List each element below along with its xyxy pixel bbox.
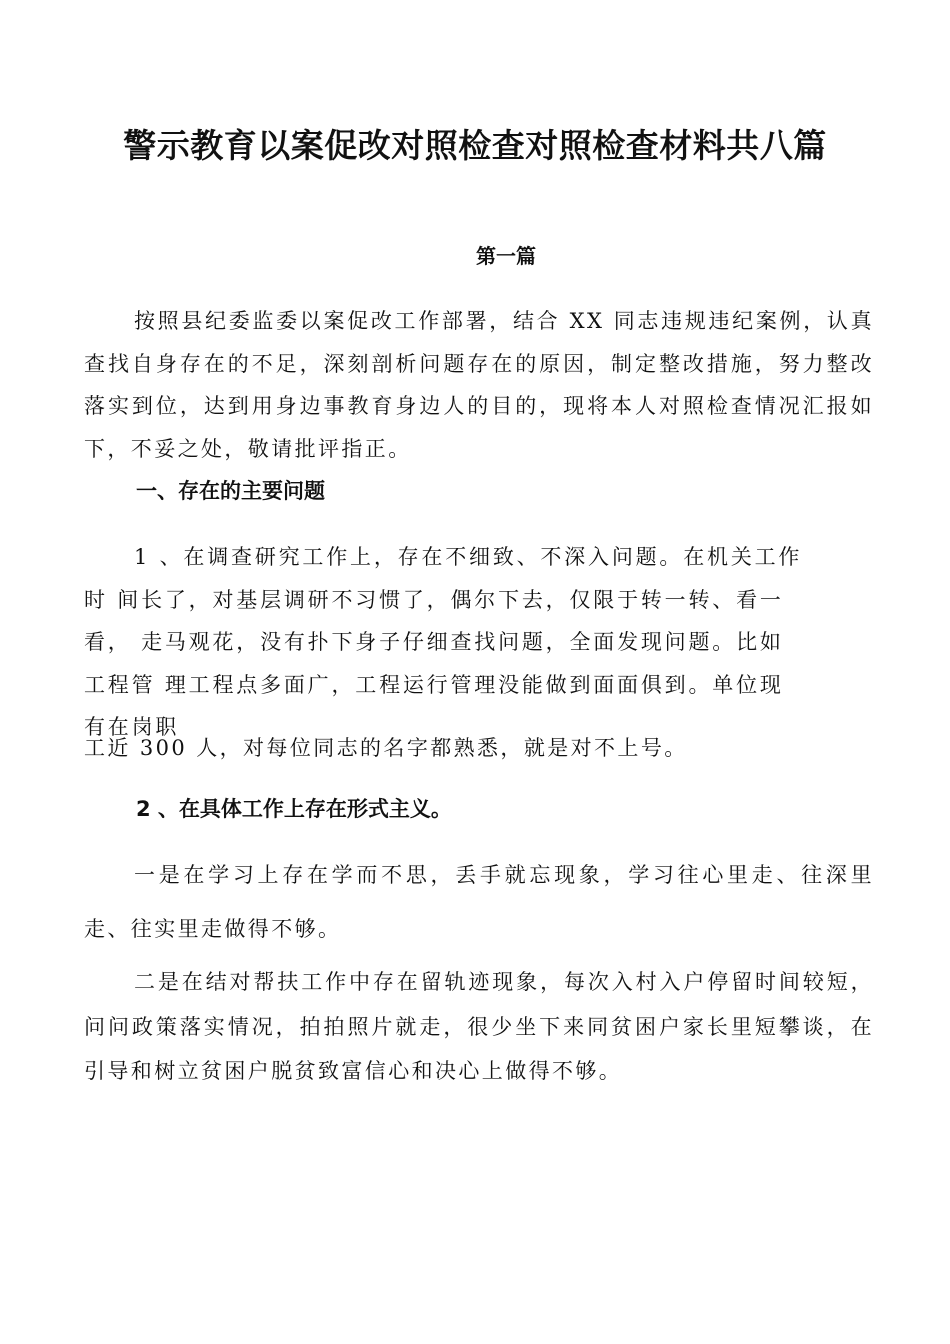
item2-point1-paragraph: 一是在学习上存在学而不思，丢手就忘现象，学习往心里走、往深里走、往实里走做得不够。 xyxy=(84,863,874,941)
intro-paragraph: 按照县纪委监委以案促改工作部署，结合 XX 同志违规违纪案例，认真查找自身存在的不足，深刻剖析问题存在的原因，制定整改措施，努力整改落实到位，达到用身边事教育身边人的目的，现将本人对照检查情况汇报如下，不妥之处，敬请批评指正。 xyxy=(84,309,874,461)
document-title: 警示教育以案促改对照检查对照检查材料共八篇 xyxy=(123,126,827,165)
item2-point2-paragraph: 二是在结对帮扶工作中存在留轨迹现象，每次入村入户停留时间较短，问问政策落实情况，拍拍照片就走，很少坐下来同贫困户家长里短攀谈，在引导和树立贫困户脱贫致富信心和决心上做得不够。 xyxy=(84,970,874,1083)
part-title: 第一篇 xyxy=(476,244,536,268)
item2-heading: 2 、在具体工作上存在形式主义。 xyxy=(136,797,452,821)
item1-paragraph: 1 、在调查研究工作上，存在不细致、不深入问题。在机关工作 时 间长了，对基层调研不习惯了，偶尔下去，仅限于转一转、看一 看， 走马观花，没有扑下身子仔细查找问题，全面发现问题。比如 工程管 理工程点多面广，工程运行管理没能做到面面俱到。单位现 有在岗职 xyxy=(84,545,803,739)
item1-tail-paragraph: 工近 300 人，对每位同志的名字都熟悉，就是对不上号。 xyxy=(84,736,688,760)
section-heading: 一、存在的主要问题 xyxy=(136,479,325,503)
